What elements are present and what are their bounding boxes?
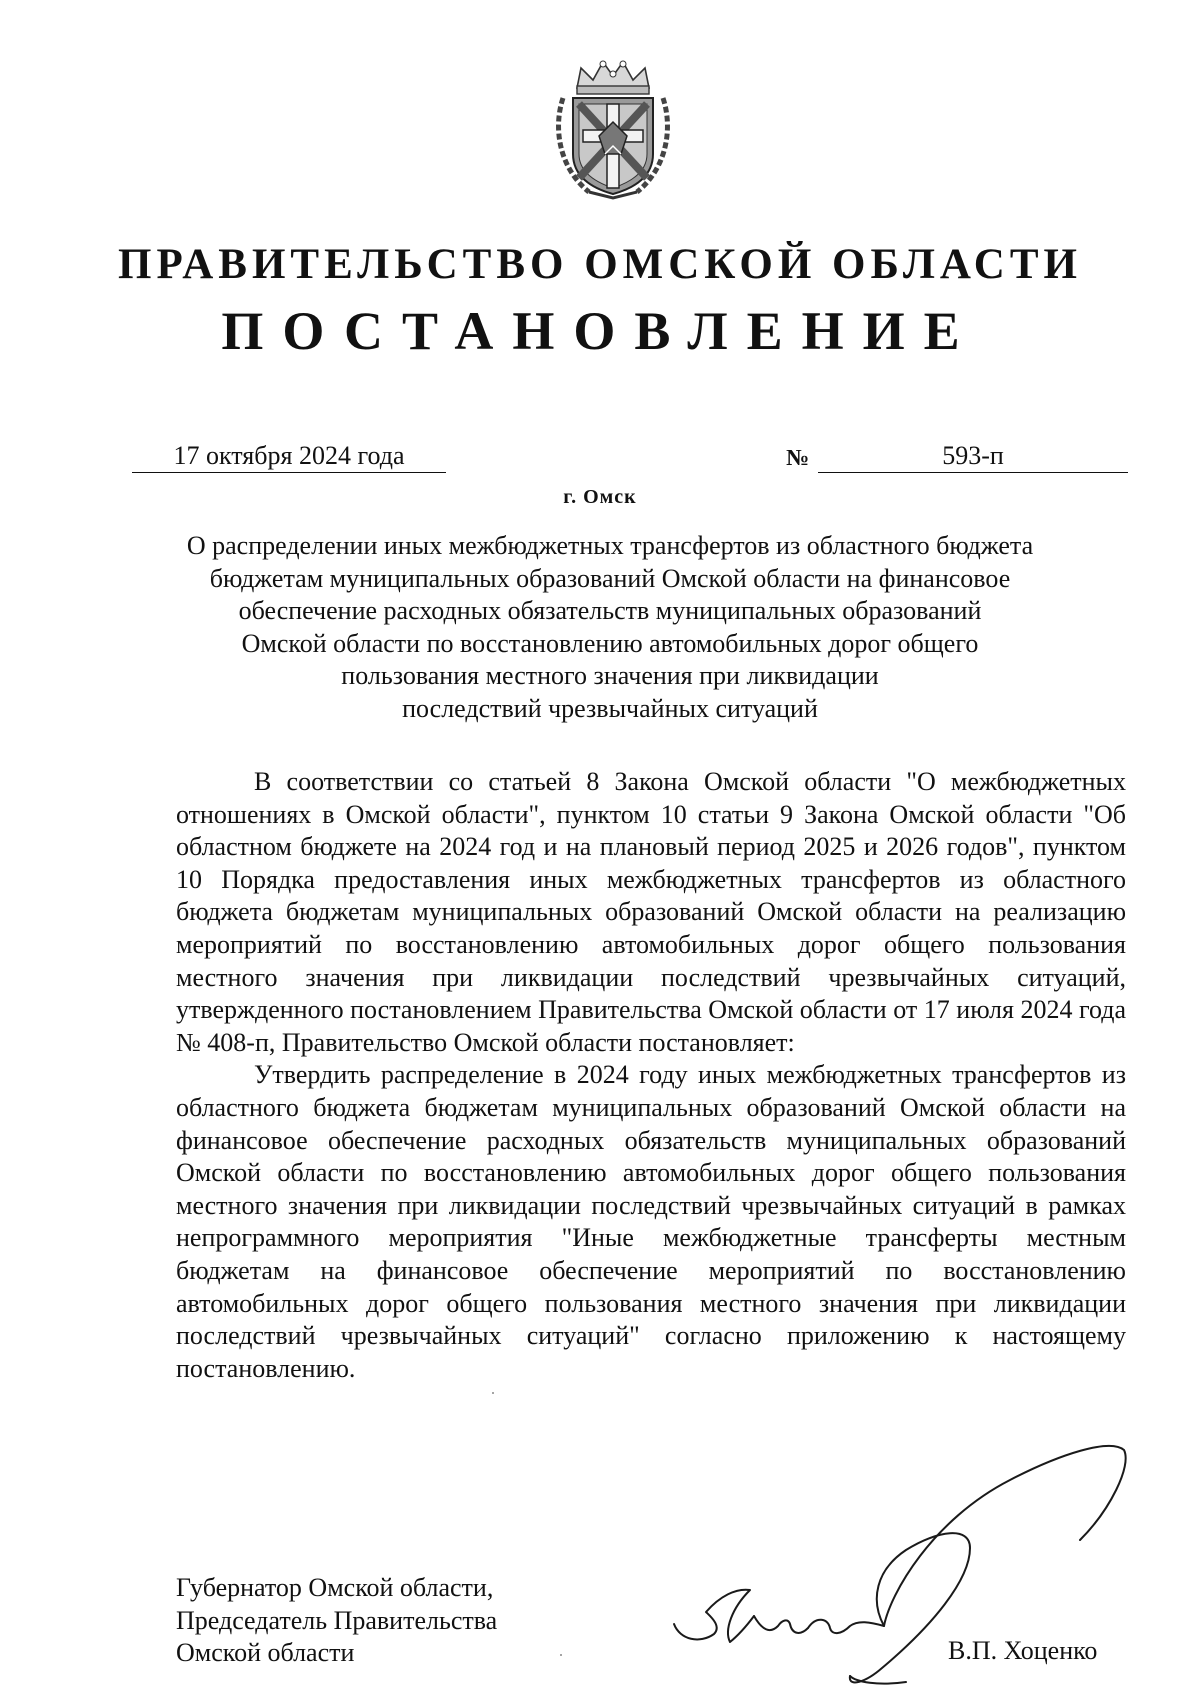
document-type-title: ПОСТАНОВЛЕНИЕ: [221, 301, 979, 361]
number-sign: №: [786, 445, 810, 470]
document-body: [176, 766, 1126, 1385]
scan-artifact: [560, 1654, 562, 1656]
signatory-position: [176, 1572, 497, 1670]
subject-line: последствий чрезвычайных ситуаций: [402, 693, 818, 723]
document-city: г. Омск: [563, 486, 637, 508]
signatory-position-line: Губернатор Омской области,: [176, 1573, 494, 1602]
document-number: 593-п: [818, 440, 1128, 473]
body-paragraph-preamble: В соответствии со статьей 8 Закона Омской области "О межбюджетных отношениях в Омской области", пунктом 10 статьи 9 Закона Омской области "Об областном бюджете на 2024 год и на плановый период 2025 и 2026 годов", пунктом 10 Порядка предоставления иных межбюджетных трансфертов из областного бюджета бюджетам муниципальных образований Омской области на реализацию мероприятий по восстановлению автомобильных дорог общего пользования местного значения при ликвидации последствий чрезвычайных ситуаций, утвержденного постановлением Правительства Омской области от 17 июля 2024 года № 408-п, Правительство Омской области постановляет:: [176, 767, 1126, 1057]
signatory-position-line: Омской области: [176, 1638, 355, 1667]
subject-line: Омской области по восстановлению автомобильных дорог общего: [241, 628, 979, 658]
organization-title: ПРАВИТЕЛЬСТВО ОМСКОЙ ОБЛАСТИ: [118, 241, 1082, 288]
subject-line: обеспечение расходных обязательств муниципальных образований: [238, 596, 982, 625]
signatory-name: В.П. Хоценко: [948, 1636, 1098, 1665]
coat-of-arms-icon: [553, 58, 673, 202]
signatory-position-line: Председатель Правительства: [176, 1605, 498, 1635]
scan-artifact: [492, 1392, 494, 1394]
subject-line: бюджетам муниципальных образований Омской области на финансовое: [209, 563, 1011, 593]
subject-line: пользования местного значения при ликвидации: [341, 661, 879, 690]
document-subject: [170, 530, 1050, 725]
subject-line: О распределении иных межбюджетных трансфертов из областного бюджета: [186, 531, 1034, 560]
document-date: 17 октября 2024 года: [132, 440, 446, 473]
body-paragraph-resolution: Утвердить распределение в 2024 году иных межбюджетных трансфертов из областного бюджета бюджетам муниципальных образований Омской области на финансовое обеспечение расходных обязательств муниципальных образований Омской области по восстановлению автомобильных дорог общего пользования местного значения при ликвидации последствий чрезвычайных ситуаций в рамках непрограммного мероприятия "Иные межбюджетные трансферты местным бюджетам на финансовое обеспечение мероприятий по восстановлению автомобильных дорог общего пользования местного значения при ликвидации последствий чрезвычайных ситуаций" согласно приложению к настоящему постановлению.: [176, 1060, 1126, 1383]
